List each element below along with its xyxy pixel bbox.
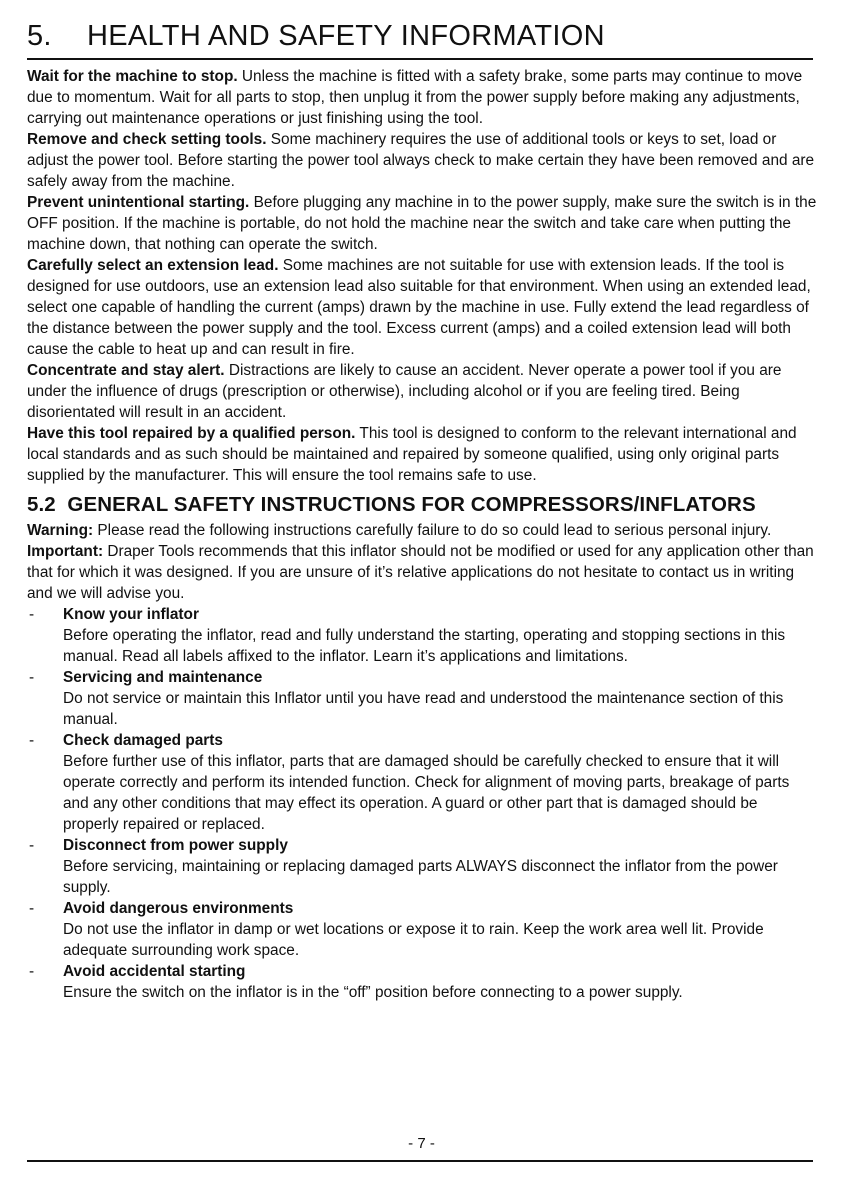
- paragraph-lead: Wait for the machine to stop.: [27, 68, 238, 85]
- paragraph-lead: Concentrate and stay alert.: [27, 362, 225, 379]
- list-item: [27, 730, 817, 835]
- paragraph: [27, 360, 817, 423]
- item-body: Ensure the switch on the inflator is in the “off” position before connecting to a power supply.: [63, 984, 683, 1001]
- section-title: HEALTH AND SAFETY INFORMATION: [87, 20, 605, 52]
- notice-lead: Warning:: [27, 522, 94, 539]
- item-title: Avoid accidental starting: [63, 963, 246, 980]
- item-body: Do not service or maintain this Inflator until you have read and understood the maintenance section of this manual.: [63, 690, 784, 728]
- page-number: - 7 -: [408, 1135, 435, 1152]
- document-body: [27, 66, 817, 1003]
- paragraph-lead: Remove and check setting tools.: [27, 131, 267, 148]
- list-item: [27, 604, 817, 667]
- bullet-dash: -: [29, 963, 35, 980]
- item-title: Avoid dangerous environments: [63, 900, 294, 917]
- bullet-dash: -: [29, 900, 35, 917]
- paragraph: [27, 255, 817, 360]
- paragraph-text: Before plugging any machine in to the power supply, make sure the switch is in the OFF position. If the machine is portable, do not hold the machine near the switch and take care when putting the machine down, that nothing can operate the switch.: [27, 194, 817, 253]
- notice-text: Please read the following instructions carefully failure to do so could lead to serious personal injury.: [93, 522, 772, 539]
- subsection-heading: [27, 490, 817, 520]
- subsection-title: GENERAL SAFETY INSTRUCTIONS FOR COMPRESSORS/INFLATORS: [67, 493, 756, 516]
- bullet-dash: -: [29, 606, 35, 623]
- item-title: Check damaged parts: [63, 732, 223, 749]
- item-body: Before servicing, maintaining or replacing damaged parts ALWAYS disconnect the inflator from the power supply.: [63, 858, 778, 896]
- paragraph-text: Some machinery requires the use of additional tools or keys to set, load or adjust the power tool. Before starting the power tool always check to make certain they have been removed and are safely away from the machine.: [27, 131, 815, 190]
- subsection-number: 5.2: [27, 493, 56, 516]
- section-heading: [27, 16, 817, 56]
- list-item: [27, 961, 817, 1003]
- paragraph-lead: Have this tool repaired by a qualified person.: [27, 425, 356, 442]
- item-body: Do not use the inflator in damp or wet locations or expose it to rain. Keep the work area well lit. Provide adequate surrounding work space.: [63, 921, 764, 959]
- paragraph-lead: Prevent unintentional starting.: [27, 194, 250, 211]
- paragraph-text: Some machines are not suitable for use with extension leads. If the tool is designed for use outdoors, use an extension lead also suitable for that environment. When using an extended lead, select one capable of handling the current (amps) drawn by the machine in use. Fully extend the lead regardless of the distance between the power supply and the tool. Excess current (amps) and a coiled extension lead will both cause the cable to heat up and can result in fire.: [27, 257, 811, 358]
- notice-text: Draper Tools recommends that this inflator should not be modified or used for any application other than that for which it was designed. If you are unsure of it’s relative applications do not hesitate to contact us in writing and we will advise you.: [27, 543, 814, 602]
- paragraph-lead: Carefully select an extension lead.: [27, 257, 279, 274]
- item-title: Disconnect from power supply: [63, 837, 288, 854]
- item-title: Know your inflator: [63, 606, 199, 623]
- item-body: Before operating the inflator, read and fully understand the starting, operating and stopping sections in this manual. Read all labels affixed to the inflator. Learn it’s applications and limitations.: [63, 627, 786, 665]
- list-item: [27, 898, 817, 961]
- list-item: [27, 667, 817, 730]
- paragraph-text: Distractions are likely to cause an accident. Never operate a power tool if you are under the influence of drugs (prescription or otherwise), including alcohol or if you are feeling tired. Being disorientated will result in an accident.: [27, 362, 782, 421]
- paragraph-text: Unless the machine is fitted with a safety brake, some parts may continue to move due to momentum. Wait for all parts to stop, then unplug it from the power supply before making any adjustments, carrying out maintenance operations or just finishing using the tool.: [27, 68, 803, 127]
- page-header: [27, 16, 817, 56]
- item-title: Servicing and maintenance: [63, 669, 263, 686]
- bullet-dash: -: [29, 837, 35, 854]
- paragraph: [27, 423, 817, 486]
- list-item: [27, 835, 817, 898]
- important-notice: [27, 541, 817, 604]
- bullet-dash: -: [29, 669, 35, 686]
- item-body: Before further use of this inflator, parts that are damaged should be carefully checked to ensure that it will operate correctly and perform its intended function. Check for alignment of moving parts, breakage of parts and any other conditions that may effect its operation. A guard or other part that is damaged should be properly repaired or replaced.: [63, 753, 790, 833]
- paragraph: [27, 192, 817, 255]
- section-number: 5.: [27, 20, 52, 52]
- warning-notice: [27, 520, 817, 541]
- bottom-rule: [27, 1160, 813, 1162]
- bullet-dash: -: [29, 732, 35, 749]
- top-rule: [27, 58, 813, 60]
- paragraph: [27, 66, 817, 129]
- paragraph: [27, 129, 817, 192]
- paragraph-text: This tool is designed to conform to the relevant international and local standards and as such should be maintained and repaired by someone qualified, using only original parts supplied by the manufacturer. This will ensure the tool remains safe to use.: [27, 425, 797, 484]
- notice-lead: Important:: [27, 543, 104, 560]
